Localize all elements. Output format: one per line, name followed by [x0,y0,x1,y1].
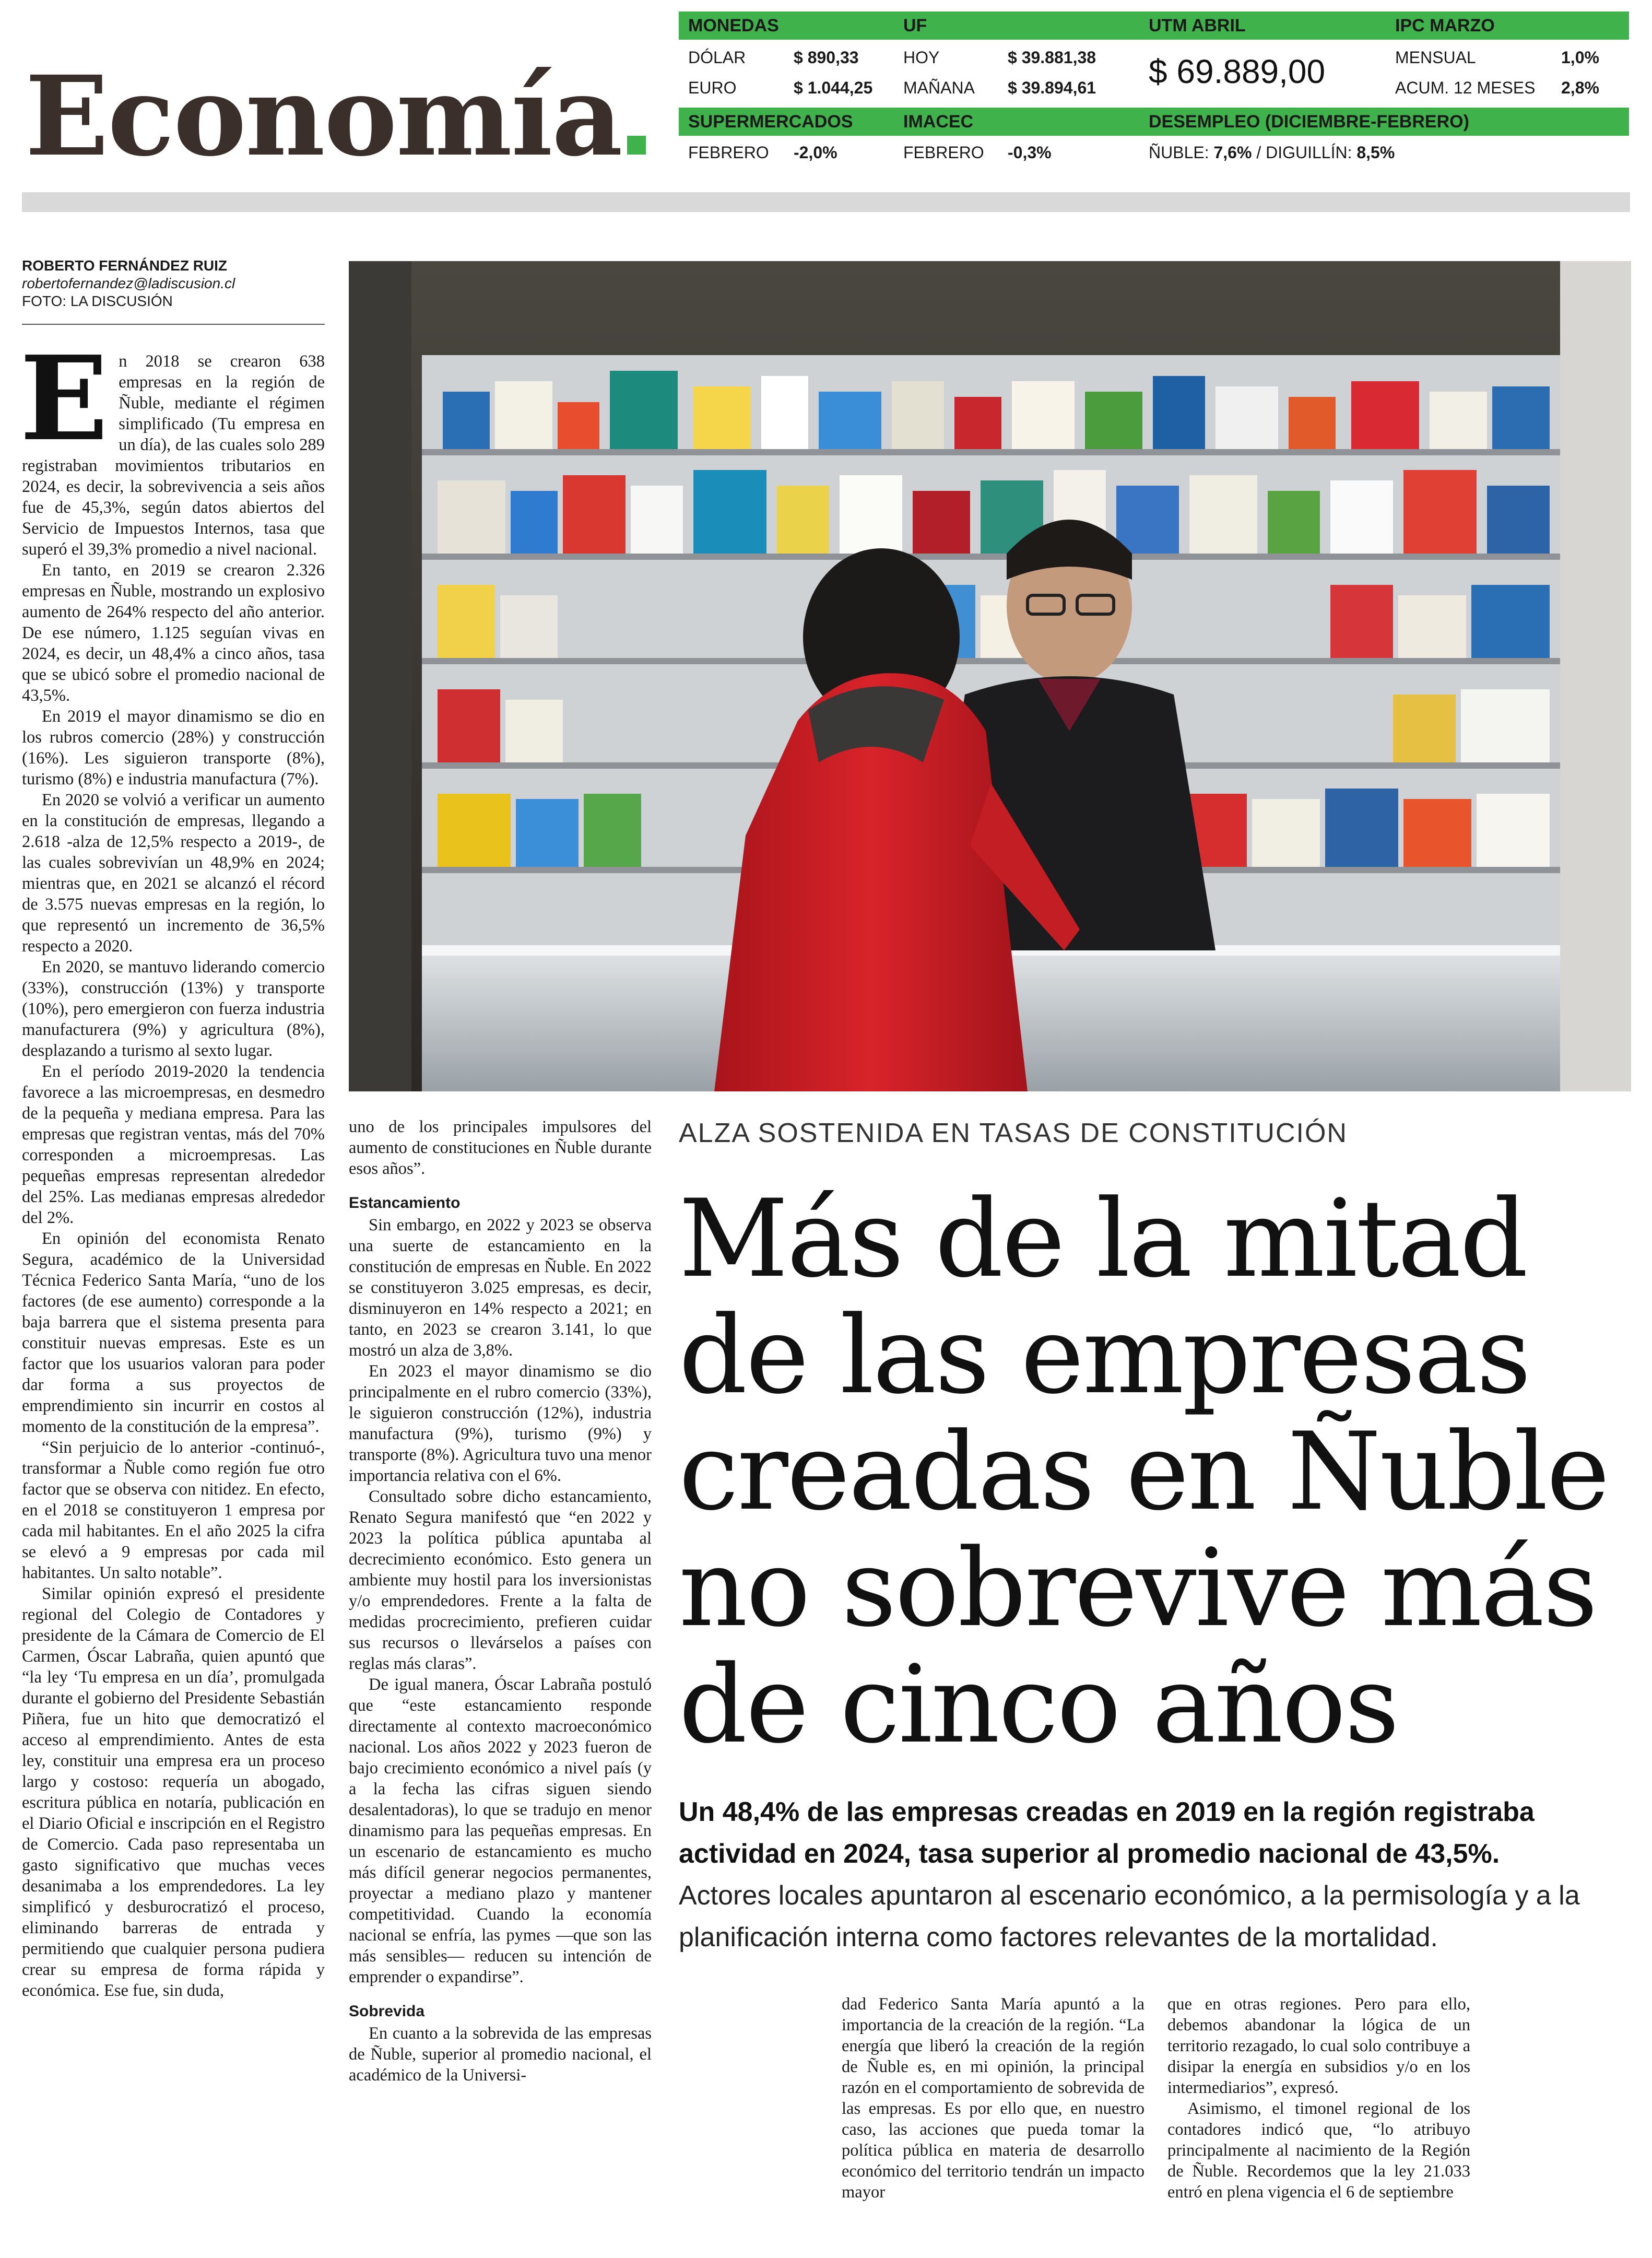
header-divider-bar [22,192,1630,212]
article-kicker: ALZA SOSTENIDA EN TASAS DE CONSTITUCIÓN [679,1118,1348,1148]
paragraph: dad Federico Santa María apuntó a la importancia de la creación de la región. “La energía que liberó la creación de la región de Ñuble es, en mi opinión, la principal razón en el comportamiento de sobrevida de las empresas. Es por ello que, en nuestro caso, las acciones que pueda tomar la política pública en materia de desarrollo económico del territorio tendrán un impacto mayor [842,1995,1144,2202]
brand-dot-icon [627,136,646,155]
mensual-label: MENSUAL [1395,48,1476,67]
ticker-ipc-label: IPC MARZO [1395,16,1495,36]
article-headline: Más de la mitad de las empresas creadas en Ñuble no sobrevive más de cinco años [679,1177,1609,1767]
article-photo-pharmacy [349,261,1631,1091]
article-column-1 [20,331,325,2001]
hoy-value: $ 39.881,38 [1008,48,1096,67]
article-deck: Actores locales apuntaron al escenario económico, a la permisología y a la planificación interna como factores relevantes de la mortalidad. [679,1880,1580,1953]
article-column-4 [1167,1994,1470,2203]
paragraph: Consultado sobre dicho estancamiento, Renato Segura manifestó que “en 2022 y 2023 la política pública apuntaba al decrecimiento económico. Esto genera un ambiente muy hostil para los inversionistas y/o emprendedores. Frente a la falta de medidas procrecimiento, prefieren cuidar sus recursos o llevárselos a países con reglas más claras”. [349,1487,652,1673]
section-title: Economía [25,52,622,181]
paragraph: Asimismo, el timonel regional de los contadores indicó que, “lo atribuyo principalmente al nacimiento de la Región de Ñuble. Recordemos que la ley 21.033 entró en plena vigencia el 6 de septiembre [1167,2099,1470,2202]
photo-credit: FOTO: LA DISCUSIÓN [22,293,173,309]
super-febrero-value: -2,0% [794,143,837,162]
nuble-value: 7,6% [1213,143,1252,162]
diguillin-value: 8,5% [1356,143,1395,162]
paragraph: En cuanto a la sobrevida de las empresas de Ñuble, superior al promedio nacional, el académico de la Universi- [349,2024,652,2085]
desempleo-values [1149,137,1395,168]
indicators-ticker [679,11,1629,168]
paragraph: uno de los principales impulsores del aumento de constituciones en Ñuble durante esos años”. [349,1118,652,1178]
ticker-separator: / [1256,143,1261,162]
section-brand [25,52,646,181]
ticker-imacec-label: IMACEC [903,112,974,132]
byline-rule [22,324,325,325]
imacec-febrero-value: -0,3% [1008,143,1052,162]
hoy-label: HOY [903,48,940,67]
article-column-2 [349,1116,652,2086]
paragraph: que en otras regiones. Pero para ello, debemos abandonar la lógica de un territorio rezagado, lo cual solo contribuye a disipar la energía en subsidios y/o en los intermediarios”, expresó. [1167,1995,1470,2097]
dolar-value: $ 890,33 [794,48,859,67]
euro-label: EURO [688,78,737,97]
paragraph: En el período 2019-2020 la tendencia favorece a las microempresas, en desmedro de la pequeña y mediana empresa. Para las empresas que registran ventas, más del 70% corresponden a microempresas. Las pequeñas empresas representan alrededor del 25%. Las medianas empresas alrededor del 2%. [22,1062,325,1227]
subhead-sobrevida: Sobrevida [349,2003,425,2020]
subhead-estancamiento: Estancamiento [349,1194,461,1212]
manana-label: MAÑANA [903,78,975,97]
mensual-value: 1,0% [1561,48,1599,67]
ticker-row-3 [679,137,1629,168]
euro-value: $ 1.044,25 [794,78,873,97]
byline [22,257,235,310]
acum-label: ACUM. 12 MESES [1395,78,1536,97]
diguillin-label: DIGUILLÍN: [1266,143,1352,162]
paragraph: En opinión del economista Renato Segura, académico de la Universidad Técnica Federico Santa María, “uno de los factores (de ese aumento) corresponde a la baja barrera que el sistema presenta para constituir nuevas empresas. Este es un factor que los usuarios valoran para poder dar forma a sus proyectos de emprendimiento sin incurrir en costos al momento de la constitución de la empresa”. [22,1229,325,1436]
imacec-febrero-label: FEBRERO [903,143,984,162]
paragraph: Similar opinión expresó el presidente regional del Colegio de Contadores y presidente de la Cámara de Comercio de El Carmen, Óscar Labraña, quien apuntó que “la ley ‘Tu empresa en un día’, promulgada durante el gobierno del Presidente Sebastián Piñera, fue un hito que democratizó el acceso al emprendimiento. Antes de esta ley, constituir una empresa era un proceso largo y costoso: requería un abogado, escritura pública en notaría, publicación en el Diario Oficial e inscripción en el Registro de Comercio. Cada paso representaba un gasto significativo que muchas veces desanimaba a los emprendedores. La ley simplificó y desburocratizó el proceso, eliminando barreras de entrada y permitiendo que cualquier persona pudiera crear su empresa de forma rápida y económica. Ese fue, sin duda, [22,1584,325,2000]
ticker-monedas-label: MONEDAS [688,16,779,36]
ticker-super-label: SUPERMERCADOS [688,112,853,132]
dolar-label: DÓLAR [688,48,746,67]
article-column-3 [842,1994,1144,2203]
ticker-desempleo-label: DESEMPLEO (DICIEMBRE-FEBRERO) [1149,112,1469,132]
paragraph: De igual manera, Óscar Labraña postuló que “este estancamiento responde directamente al contexto macroeconómico nacional. Los años 2022 y 2023 fueron de bajo crecimiento económico a nivel país (y a la fecha las cifras siguen siendo desalentadoras), lo que se tradujo en menor dinamismo para las pequeñas empresas. En un escenario de estancamiento es mucho más difícil generar negocios permanentes, proyectar a mediano plazo y mantener competitividad. Cuando la economía nacional se enfría, las pymes —que son las más sensibles— reducen su intención de emprender o expandirse”. [349,1675,652,1986]
author-name: ROBERTO FERNÁNDEZ RUIZ [22,257,228,274]
acum-value: 2,8% [1561,78,1599,97]
paragraph: En tanto, en 2019 se crearon 2.326 empresas en Ñuble, mostrando un explosivo aumento de 264% respecto del año anterior. De ese número, 1.125 seguían vivas en 2024, es decir, un 48,4% a cinco años, tasa que se ubicó sobre el promedio nacional de 43,5%. [22,561,325,705]
paragraph: En 2020 se volvió a verificar un aumento en la constitución de empresas, llegando a 2.618 -alza de 12,5% respecto a 2019-, de las cuales sobrevivían un 48,9% en 2024; mientras que, en 2021 se alcanzó el récord de 3.575 nuevas empresas en la región, lo que representó un incremento de 36,5% respecto a 2020. [22,791,325,956]
paragraph: “Sin perjuicio de lo anterior -continuó-, transformar a Ñuble como región fue otro factor que se observa con nitidez. En efecto, en el 2018 se constituyeron 1 empresa por cada mil habitantes. En el año 2025 la cifra se elevó a 9 empresas por cada mil habitantes. Un salto notable”. [22,1438,325,1582]
pharmacy-scene-illustration [349,261,1631,1091]
super-febrero-label: FEBRERO [688,143,769,162]
manana-value: $ 39.894,61 [1008,78,1096,97]
paragraph: En 2019 el mayor dinamismo se dio en los rubros comercio (28%) y construcción (16%). Les siguieron transporte (8%), turismo (8%) e industria manufactura (7%). [22,707,325,789]
paragraph: n 2018 se crearon 638 empresas en la región de Ñuble, mediante el régimen simplificado (Tu empresa en un día), de las cuales solo 289 registraban movimientos tributarios en 2024, es decir, la sobrevivencia a seis años fue de 45,3%, según datos abiertos del Servicio de Impuestos Internos, tasa que superó el 39,3% promedio a nivel nacional. [22,352,325,559]
paragraph: Sin embargo, en 2022 y 2023 se observa una suerte de estancamiento en la constitución de empresas en Ñuble. En 2022 se constituyeron 3.025 empresas, es decir, disminuyeron en 14% respecto a 2021; en tanto, en 2023 se crearon 3.141, lo que mostró un alza de 3,8%. [349,1216,652,1360]
nuble-label: ÑUBLE: [1149,143,1209,162]
paragraph: En 2020, se mantuvo liderando comercio (33%), construcción (13%) y transporte (10%), pero emergieron con fuerza industria manufacturera (9%) y agricultura (8%), desplazando a turismo al sexto lugar. [22,958,325,1060]
ticker-utm-label: UTM ABRIL [1149,16,1246,36]
author-email[interactable]: robertofernandez@ladiscusion.cl [22,275,235,291]
article-deck-bold: Un 48,4% de las empresas creadas en 2019 en la región registraba actividad en 2024, tasa superior al promedio nacional de 43,5%. [679,1797,1535,1869]
drop-cap: E [20,331,109,467]
paragraph: En 2023 el mayor dinamismo se dio principalmente en el rubro comercio (33%), le siguieron construcción (12%), industria manufactura (9%), turismo (9%) y transporte (8%). Agricultura tuvo una menor importancia relativa con el 6%. [349,1362,652,1485]
ticker-uf-label: UF [903,16,927,36]
utm-value: $ 69.889,00 [1149,53,1326,90]
